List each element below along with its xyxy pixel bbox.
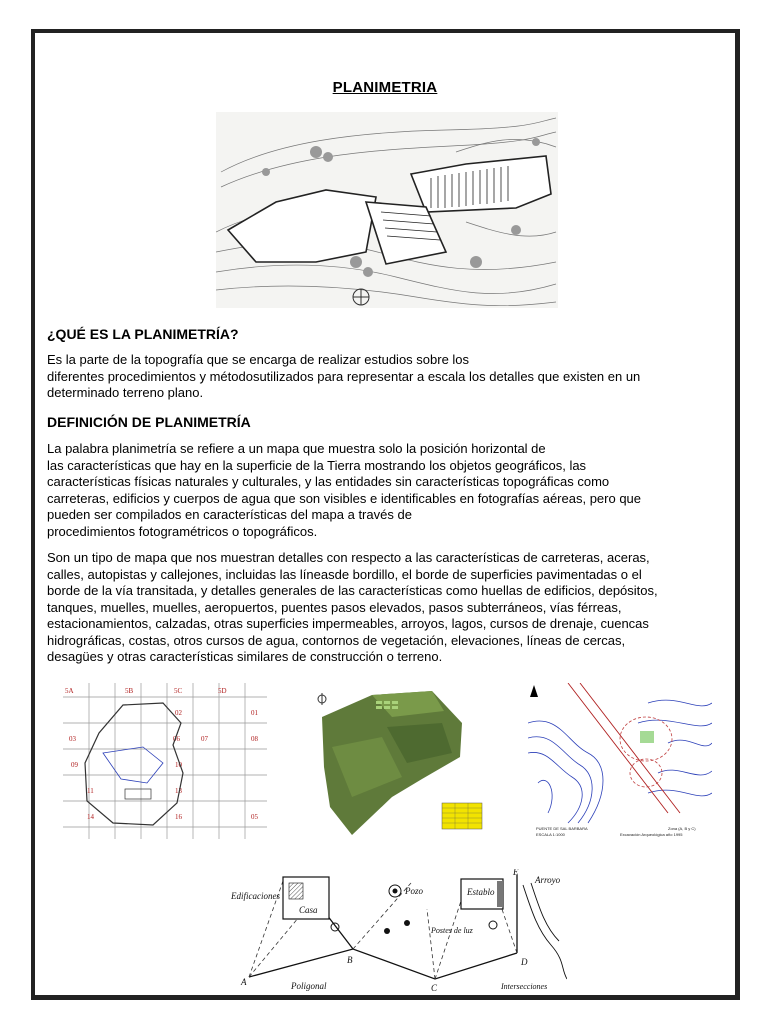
grid-cell-label: 05: [251, 813, 258, 821]
sketch-point-label: E: [513, 869, 519, 877]
sketch-point-label: C: [431, 983, 438, 991]
sketch-label: Poligonal: [291, 981, 327, 991]
grid-cell-label: 16: [175, 813, 182, 821]
grid-cell-label: 09: [71, 761, 78, 769]
text-line: calles, autopistas y callejones, incluidas las líneasde bordillo, el borde de superficies pavimentadas o el: [47, 566, 642, 582]
section-heading-que-es: ¿QUÉ ES LA PLANIMETRÍA?: [47, 326, 239, 342]
grid-col-label: 5C: [174, 687, 183, 695]
sketch-label: Arroyo: [535, 875, 561, 885]
text-line: tanques, muelles, muelles, aeropuertos, puentes pasos elevados, pasos subterráneos, vías férreas,: [47, 599, 622, 615]
paragraph-definicion-2: [47, 550, 658, 666]
grid-cell-label: 11: [87, 787, 94, 795]
grid-cell-label: 13: [175, 787, 182, 795]
text-line: La palabra planimetría se refiere a un mapa que muestra solo la posición horizontal de: [47, 441, 546, 456]
grid-col-label: 5D: [218, 687, 227, 695]
contour-legend-text: Zona (A, B y C): [668, 826, 696, 831]
grid-map-image: [63, 683, 267, 839]
text-line: estacionamientos, calzadas, otras superficies impermeables, arroyos, lagos, cursos de drenaje, cuencas: [47, 616, 649, 631]
text-line: pueden ser compilados en características del mapa a través de: [47, 507, 412, 522]
grid-cell-label: 06: [173, 735, 180, 743]
sketch-point-label: B: [347, 955, 353, 965]
sketch-point-label: D: [521, 957, 528, 967]
contour-legend-text: PUENTE DE SAL BARBARA: [536, 826, 588, 831]
grid-col-label: 5A: [65, 687, 74, 695]
grid-cell-label: 03: [69, 735, 76, 743]
text-line: borde de la vía transitada, y detalles generales de las características como huellas de edificios, depósitos,: [47, 583, 658, 598]
paragraph-definicion-1: [47, 441, 641, 540]
grid-cell-label: 14: [87, 813, 94, 821]
grid-cell-label: 02: [175, 709, 182, 717]
sketch-label: Intersecciones: [501, 982, 548, 991]
contour-legend-text: ESCALA 1:1000: [536, 832, 565, 837]
grid-cell-label: 08: [251, 735, 258, 743]
document-page: [31, 29, 740, 1000]
contour-map-image: [528, 683, 712, 839]
text-line: hidrográficas, costas, otros cursos de agua, contornos de vegetación, elevaciones, líneas de cercas,: [47, 632, 626, 648]
survey-sketch-image: [231, 869, 567, 991]
text-line: características físicas naturales y culturales, y las entidades sin características topográficas como: [47, 474, 610, 489]
document-title: PLANIMETRIA: [332, 79, 438, 96]
text-line: carreteras, edificios y cuerpos de agua que son visibles e identificables en fotografías aéreas, pero que: [47, 490, 642, 506]
grid-cell-label: 07: [201, 735, 208, 743]
site-plan-drawing: [216, 112, 558, 308]
section-heading-definicion: DEFINICIÓN DE PLANIMETRÍA: [47, 414, 251, 430]
grid-cell-label: 01: [251, 709, 258, 717]
grid-cell-label: 10: [175, 761, 182, 769]
sketch-label: Edificaciones: [231, 891, 280, 901]
text-line: Es la parte de la topografía que se encarga de realizar estudios sobre los: [47, 352, 470, 367]
text-line: procedimientos fotogramétricos o topográficos.: [47, 523, 318, 539]
text-line: Son un tipo de mapa que nos muestran detalles con respecto a las características de carreteras, aceras,: [47, 550, 650, 565]
sketch-label: Casa: [299, 905, 318, 915]
sketch-label: Establo: [467, 887, 495, 897]
sketch-point-label: A: [241, 977, 247, 987]
aerial-photo-image: [312, 687, 486, 837]
paragraph-que-es: [47, 352, 640, 402]
text-line: determinado terreno plano.: [47, 385, 204, 400]
sketch-label: Postes de luz: [431, 926, 473, 935]
text-line: desagües y otras características similares de construcción o terreno.: [47, 649, 443, 664]
text-line: diferentes procedimientos y métodosutilizados para representar a escala los detalles que existen en un: [47, 368, 641, 384]
sketch-label: Pozo: [405, 886, 423, 896]
contour-legend-text: Excavación Arqueológica año 1995: [620, 832, 683, 837]
text-line: las características que hay en la superficie de la Tierra mostrando los objetos geográficos, las: [47, 457, 587, 473]
grid-col-label: 5B: [125, 687, 134, 695]
